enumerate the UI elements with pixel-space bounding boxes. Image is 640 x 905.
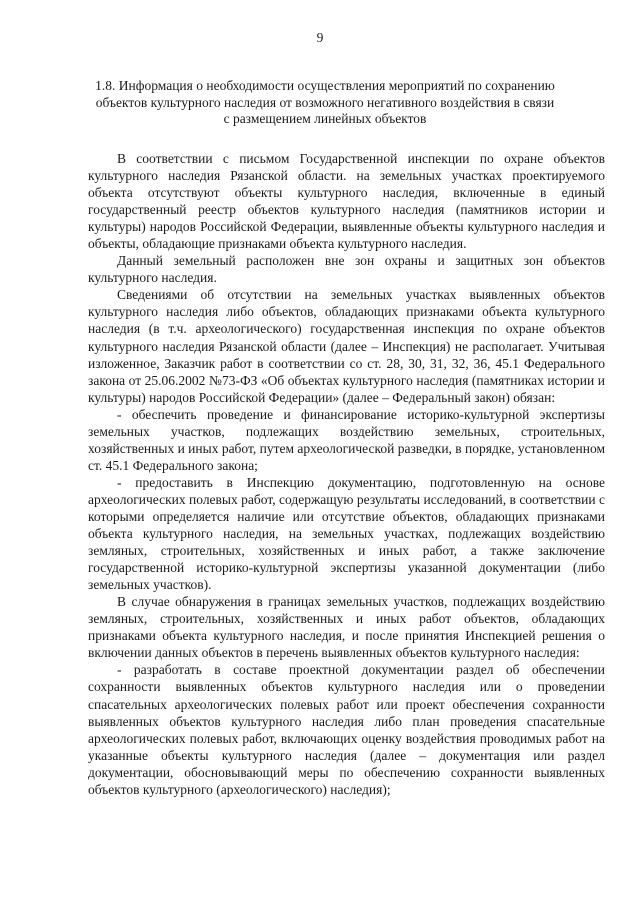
document-body (88, 150, 605, 798)
paragraph-4: В случае обнаружения в границах земельных участков, подлежащих воздействию земляных, строительных, хозяйственных и иных работ объектов, обладающих признаками объекта культурного наследия, и после принятия Инспекцией решения о включении данных объектов в перечень выявленных объектов культурного наследия: (88, 594, 605, 661)
paragraph-2: Данный земельный расположен вне зон охраны и защитных зон объектов культурного наследия. (88, 253, 605, 286)
paragraph-3: Сведениями об отсутствии на земельных участках выявленных объектов культурного наследия либо объектов, обладающих признаками объекта культурного наследия (в т.ч. археологического) государственная инспекция по охране объектов культурного наследия Рязанской области (далее – Инспекция) не располагает. Учитывая изложенное, Заказчик работ в соответствии со ст. 28, 30, 31, 32, 36, 45.1 Федерального закона от 25.06.2002 №73-ФЗ «Об объектах культурного наследия (памятниках истории и культуры) народов Российской Федерации» (далее – Федеральный закон) обязан: (88, 287, 605, 405)
list-item-2: - предоставить в Инспекцию документацию, подготовленную на основе археологических полевых работ, содержащую результаты исследований, в соответствии с которыми определяется наличие или отсутствие объектов, обладающих признаками объекта культурного наследия, на земельных участках, подлежащих воздействию земляных, строительных, хозяйственных и иных работ, а также заключение государственной историко-культурной экспертизы указанной документации (либо земельных участков). (88, 474, 605, 593)
paragraph-1: В соответствии с письмом Государственной инспекции по охране объектов культурного наследия Рязанской области. на земельных участках проектируемого объекта отсутствуют объекты культурного наследия, включенные в единый государственный реестр объектов культурного наследия (памятников истории и культуры) народов Российской Федерации, выявленные объекты культурного наследия и объекты, обладающие признаками объекта культурного наследия. (88, 151, 605, 252)
list-item-1: - обеспечить проведение и финансирование историко-культурной экспертизы земельных участков, подлежащих воздействию земельных, строительных, хозяйственных и иных работ, путем археологической разведки, в порядке, установленном ст. 45.1 Федерального закона; (88, 406, 606, 473)
page-number: 9 (316, 30, 324, 45)
section-heading: 1.8. Информация о необходимости осуществления мероприятий по сохранению объектов культурного наследия от возможного негативного воздействия в связи с размещением линейных объектов (95, 78, 555, 127)
list-item-3: - разработать в составе проектной документации раздел об обеспечении сохранности выявленных объектов культурного наследия или о проведении спасательных археологических полевых работ или проект обеспечения сохранности выявленных объектов культурного наследия либо план проведения спасательные археологических полевых работ, включающих оценку воздействия проводимых работ на указанные объекты культурного наследия (далее – документация или раздел документации, обосновывающий меры по обеспечению сохранности выявленных объектов культурного (археологического) наследия); (88, 662, 605, 797)
